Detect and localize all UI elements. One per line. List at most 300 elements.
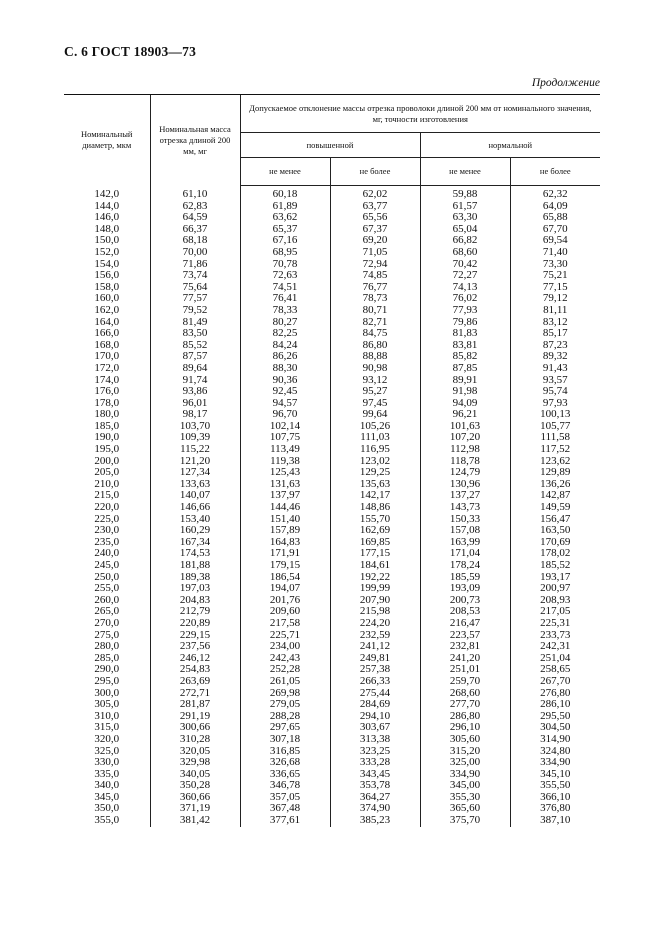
table-row <box>64 595 600 607</box>
mass-cell: 212,79 <box>150 606 240 618</box>
diameter-cell: 310,0 <box>94 709 120 722</box>
diameter-cell: 255,0 <box>94 582 120 595</box>
increased-min-cell: 102,14 <box>240 421 330 433</box>
increased-min-cell: 65,37 <box>240 224 330 236</box>
increased-min-cell: 234,00 <box>240 641 330 653</box>
diameter-cell: 162,0 <box>94 303 120 316</box>
increased-max-cell: 72,94 <box>330 259 420 271</box>
increased-max-cell: 80,71 <box>330 305 420 317</box>
normal-max-cell: 217,05 <box>510 606 600 618</box>
increased-min-cell: 279,05 <box>240 699 330 711</box>
normal-max-cell: 345,10 <box>510 769 600 781</box>
diameter-cell: 210,0 <box>94 477 120 490</box>
increased-min-cell: 67,16 <box>240 235 330 247</box>
normal-max-cell: 193,17 <box>510 572 600 584</box>
normal-min-cell: 216,47 <box>420 618 510 630</box>
increased-max-cell: 313,38 <box>330 734 420 746</box>
increased-max-cell: 76,77 <box>330 282 420 294</box>
normal-min-cell: 87,85 <box>420 363 510 375</box>
increased-min-cell: 357,05 <box>240 792 330 804</box>
increased-max-cell: 343,45 <box>330 769 420 781</box>
increased-min-cell: 94,57 <box>240 398 330 410</box>
table-row <box>64 769 600 781</box>
normal-min-cell: 107,20 <box>420 432 510 444</box>
increased-min-cell: 119,38 <box>240 456 330 468</box>
normal-max-cell: 67,70 <box>510 224 600 236</box>
diameter-cell: 166,0 <box>94 327 120 340</box>
increased-min-cell: 84,24 <box>240 340 330 352</box>
normal-max-cell: 89,32 <box>510 351 600 363</box>
normal-max-cell: 79,12 <box>510 293 600 305</box>
increased-max-cell: 93,12 <box>330 375 420 387</box>
diameter-cell: 350,0 <box>94 802 120 815</box>
increased-max-cell: 266,33 <box>330 676 420 688</box>
normal-min-cell: 70,42 <box>420 259 510 271</box>
normal-max-cell: 295,50 <box>510 711 600 723</box>
header-increased-max: не более <box>330 158 420 186</box>
normal-max-cell: 97,93 <box>510 398 600 410</box>
table-row <box>64 467 600 479</box>
table-row <box>64 815 600 827</box>
diameter-cell: 240,0 <box>94 547 120 560</box>
increased-min-cell: 107,75 <box>240 432 330 444</box>
increased-min-cell: 70,78 <box>240 259 330 271</box>
increased-max-cell: 116,95 <box>330 444 420 456</box>
diameter-cell: 270,0 <box>94 616 120 629</box>
mass-cell: 96,01 <box>150 398 240 410</box>
mass-cell: 127,34 <box>150 467 240 479</box>
table-row <box>64 699 600 711</box>
table-row <box>64 201 600 213</box>
increased-max-cell: 284,69 <box>330 699 420 711</box>
mass-cell: 371,19 <box>150 803 240 815</box>
increased-max-cell: 86,80 <box>330 340 420 352</box>
table-body <box>64 186 600 827</box>
increased-min-cell: 217,58 <box>240 618 330 630</box>
mass-cell: 350,28 <box>150 780 240 792</box>
increased-min-cell: 326,68 <box>240 757 330 769</box>
table-row <box>64 317 600 329</box>
table-row <box>64 282 600 294</box>
normal-min-cell: 251,01 <box>420 664 510 676</box>
normal-min-cell: 77,93 <box>420 305 510 317</box>
increased-max-cell: 71,05 <box>330 247 420 259</box>
mass-cell: 89,64 <box>150 363 240 375</box>
normal-max-cell: 71,40 <box>510 247 600 259</box>
mass-cell: 381,42 <box>150 815 240 827</box>
increased-max-cell: 67,37 <box>330 224 420 236</box>
diameter-cell: 168,0 <box>94 338 120 351</box>
mass-cell: 300,66 <box>150 722 240 734</box>
normal-max-cell: 225,31 <box>510 618 600 630</box>
mass-cell: 61,10 <box>150 186 240 201</box>
increased-max-cell: 184,61 <box>330 560 420 572</box>
table-row <box>64 351 600 363</box>
increased-min-cell: 80,27 <box>240 317 330 329</box>
increased-max-cell: 294,10 <box>330 711 420 723</box>
table-row <box>64 630 600 642</box>
normal-min-cell: 200,73 <box>420 595 510 607</box>
increased-max-cell: 148,86 <box>330 502 420 514</box>
increased-max-cell: 129,25 <box>330 467 420 479</box>
normal-max-cell: 314,90 <box>510 734 600 746</box>
normal-max-cell: 304,50 <box>510 722 600 734</box>
diameter-cell: 150,0 <box>94 234 120 247</box>
increased-max-cell: 224,20 <box>330 618 420 630</box>
normal-max-cell: 142,87 <box>510 490 600 502</box>
normal-max-cell: 65,88 <box>510 212 600 224</box>
normal-min-cell: 89,91 <box>420 375 510 387</box>
diameter-cell: 144,0 <box>94 199 120 212</box>
increased-min-cell: 68,95 <box>240 247 330 259</box>
mass-cell: 272,71 <box>150 688 240 700</box>
normal-min-cell: 76,02 <box>420 293 510 305</box>
table-row <box>64 572 600 584</box>
normal-max-cell: 136,26 <box>510 479 600 491</box>
normal-min-cell: 150,33 <box>420 514 510 526</box>
mass-cell: 70,00 <box>150 247 240 259</box>
normal-max-cell: 276,80 <box>510 688 600 700</box>
increased-min-cell: 164,83 <box>240 537 330 549</box>
normal-min-cell: 124,79 <box>420 467 510 479</box>
table-row <box>64 186 600 201</box>
increased-max-cell: 97,45 <box>330 398 420 410</box>
increased-min-cell: 82,25 <box>240 328 330 340</box>
table-row <box>64 502 600 514</box>
table-row <box>64 212 600 224</box>
increased-max-cell: 65,56 <box>330 212 420 224</box>
increased-max-cell: 333,28 <box>330 757 420 769</box>
diameter-cell: 285,0 <box>94 651 120 664</box>
normal-max-cell: 117,52 <box>510 444 600 456</box>
increased-max-cell: 99,64 <box>330 409 420 421</box>
table-row <box>64 583 600 595</box>
increased-max-cell: 105,26 <box>330 421 420 433</box>
increased-max-cell: 215,98 <box>330 606 420 618</box>
normal-min-cell: 315,20 <box>420 746 510 758</box>
normal-min-cell: 277,70 <box>420 699 510 711</box>
normal-max-cell: 355,50 <box>510 780 600 792</box>
increased-max-cell: 364,27 <box>330 792 420 804</box>
table-row <box>64 398 600 410</box>
increased-max-cell: 74,85 <box>330 270 420 282</box>
increased-min-cell: 194,07 <box>240 583 330 595</box>
increased-max-cell: 111,03 <box>330 432 420 444</box>
increased-min-cell: 336,65 <box>240 769 330 781</box>
normal-min-cell: 334,90 <box>420 769 510 781</box>
table-row <box>64 386 600 398</box>
normal-max-cell: 366,10 <box>510 792 600 804</box>
increased-max-cell: 95,27 <box>330 386 420 398</box>
mass-cell: 204,83 <box>150 595 240 607</box>
normal-max-cell: 170,69 <box>510 537 600 549</box>
normal-min-cell: 96,21 <box>420 409 510 421</box>
header-normal-min: не менее <box>420 158 510 186</box>
normal-max-cell: 129,89 <box>510 467 600 479</box>
normal-max-cell: 62,32 <box>510 186 600 201</box>
increased-max-cell: 177,15 <box>330 548 420 560</box>
mass-cell: 281,87 <box>150 699 240 711</box>
increased-min-cell: 88,30 <box>240 363 330 375</box>
increased-min-cell: 151,40 <box>240 514 330 526</box>
diameter-cell: 265,0 <box>94 605 120 618</box>
increased-max-cell: 142,17 <box>330 490 420 502</box>
normal-min-cell: 143,73 <box>420 502 510 514</box>
increased-min-cell: 86,26 <box>240 351 330 363</box>
table-row <box>64 456 600 468</box>
diameter-cell: 260,0 <box>94 593 120 606</box>
normal-max-cell: 258,65 <box>510 664 600 676</box>
mass-cell: 133,63 <box>150 479 240 491</box>
increased-min-cell: 137,97 <box>240 490 330 502</box>
table-row <box>64 444 600 456</box>
increased-max-cell: 135,63 <box>330 479 420 491</box>
normal-max-cell: 387,10 <box>510 815 600 827</box>
increased-max-cell: 63,77 <box>330 201 420 213</box>
table-row <box>64 328 600 340</box>
increased-min-cell: 288,28 <box>240 711 330 723</box>
normal-min-cell: 157,08 <box>420 525 510 537</box>
increased-max-cell: 385,23 <box>330 815 420 827</box>
normal-min-cell: 171,04 <box>420 548 510 560</box>
mass-cell: 153,40 <box>150 514 240 526</box>
diameter-cell: 280,0 <box>94 640 120 653</box>
normal-max-cell: 208,93 <box>510 595 600 607</box>
continuation-label: Продолжение <box>531 77 600 89</box>
mass-cell: 81,49 <box>150 317 240 329</box>
normal-max-cell: 242,31 <box>510 641 600 653</box>
increased-max-cell: 275,44 <box>330 688 420 700</box>
normal-min-cell: 268,60 <box>420 688 510 700</box>
normal-min-cell: 63,30 <box>420 212 510 224</box>
table-row <box>64 711 600 723</box>
diameter-cell: 355,0 <box>94 814 120 827</box>
increased-min-cell: 125,43 <box>240 467 330 479</box>
diameter-cell: 220,0 <box>94 501 120 514</box>
increased-max-cell: 162,69 <box>330 525 420 537</box>
mass-cell: 68,18 <box>150 235 240 247</box>
mass-cell: 189,38 <box>150 572 240 584</box>
normal-max-cell: 233,73 <box>510 630 600 642</box>
normal-min-cell: 59,88 <box>420 186 510 201</box>
normal-min-cell: 375,70 <box>420 815 510 827</box>
normal-max-cell: 73,30 <box>510 259 600 271</box>
mass-cell: 291,19 <box>150 711 240 723</box>
normal-min-cell: 72,27 <box>420 270 510 282</box>
diameter-cell: 215,0 <box>94 489 120 502</box>
mass-cell: 64,59 <box>150 212 240 224</box>
mass-cell: 91,74 <box>150 375 240 387</box>
diameter-cell: 178,0 <box>94 396 120 409</box>
normal-min-cell: 305,60 <box>420 734 510 746</box>
increased-max-cell: 84,75 <box>330 328 420 340</box>
normal-max-cell: 149,59 <box>510 502 600 514</box>
normal-min-cell: 163,99 <box>420 537 510 549</box>
table-row <box>64 688 600 700</box>
table-row <box>64 618 600 630</box>
diameter-cell: 195,0 <box>94 443 120 456</box>
normal-max-cell: 105,77 <box>510 421 600 433</box>
increased-min-cell: 225,71 <box>240 630 330 642</box>
normal-max-cell: 286,10 <box>510 699 600 711</box>
diameter-cell: 300,0 <box>94 686 120 699</box>
increased-min-cell: 96,70 <box>240 409 330 421</box>
mass-cell: 79,52 <box>150 305 240 317</box>
increased-min-cell: 316,85 <box>240 746 330 758</box>
mass-cell: 98,17 <box>150 409 240 421</box>
diameter-cell: 158,0 <box>94 280 120 293</box>
mass-cell: 360,66 <box>150 792 240 804</box>
mass-cell: 174,53 <box>150 548 240 560</box>
diameter-cell: 295,0 <box>94 674 120 687</box>
increased-min-cell: 60,18 <box>240 186 330 201</box>
mass-cell: 121,20 <box>150 456 240 468</box>
normal-min-cell: 185,59 <box>420 572 510 584</box>
diameter-cell: 172,0 <box>94 361 120 374</box>
diameter-cell: 200,0 <box>94 454 120 467</box>
header-nominal-mass: Номинальная масса отрезка длиной 200 мм, мг <box>150 95 240 186</box>
table-row <box>64 803 600 815</box>
diameter-cell: 235,0 <box>94 535 120 548</box>
increased-min-cell: 242,43 <box>240 653 330 665</box>
increased-max-cell: 169,85 <box>330 537 420 549</box>
mass-cell: 77,57 <box>150 293 240 305</box>
diameter-cell: 156,0 <box>94 269 120 282</box>
mass-cell: 66,37 <box>150 224 240 236</box>
mass-cell: 160,29 <box>150 525 240 537</box>
increased-max-cell: 353,78 <box>330 780 420 792</box>
diameter-cell: 154,0 <box>94 257 120 270</box>
increased-min-cell: 144,46 <box>240 502 330 514</box>
normal-min-cell: 223,57 <box>420 630 510 642</box>
normal-max-cell: 251,04 <box>510 653 600 665</box>
increased-min-cell: 90,36 <box>240 375 330 387</box>
mass-cell: 115,22 <box>150 444 240 456</box>
normal-max-cell: 81,11 <box>510 305 600 317</box>
mass-cell: 229,15 <box>150 630 240 642</box>
mass-cell: 329,98 <box>150 757 240 769</box>
table-row <box>64 606 600 618</box>
normal-max-cell: 69,54 <box>510 235 600 247</box>
header-diameter: Номинальный диаметр, мкм <box>64 95 150 186</box>
increased-max-cell: 155,70 <box>330 514 420 526</box>
normal-min-cell: 232,81 <box>420 641 510 653</box>
increased-min-cell: 307,18 <box>240 734 330 746</box>
table-row <box>64 490 600 502</box>
normal-min-cell: 345,00 <box>420 780 510 792</box>
normal-max-cell: 83,12 <box>510 317 600 329</box>
increased-max-cell: 69,20 <box>330 235 420 247</box>
increased-max-cell: 78,73 <box>330 293 420 305</box>
header-increased-min: не менее <box>240 158 330 186</box>
diameter-cell: 185,0 <box>94 419 120 432</box>
normal-min-cell: 66,82 <box>420 235 510 247</box>
diameter-cell: 180,0 <box>94 408 120 421</box>
normal-min-cell: 101,63 <box>420 421 510 433</box>
increased-min-cell: 171,91 <box>240 548 330 560</box>
increased-max-cell: 323,25 <box>330 746 420 758</box>
increased-min-cell: 346,78 <box>240 780 330 792</box>
diameter-cell: 230,0 <box>94 524 120 537</box>
normal-max-cell: 156,47 <box>510 514 600 526</box>
normal-max-cell: 123,62 <box>510 456 600 468</box>
table-row <box>64 548 600 560</box>
increased-min-cell: 261,05 <box>240 676 330 688</box>
table-row <box>64 235 600 247</box>
table-row <box>64 259 600 271</box>
normal-max-cell: 376,80 <box>510 803 600 815</box>
increased-max-cell: 241,12 <box>330 641 420 653</box>
increased-min-cell: 209,60 <box>240 606 330 618</box>
normal-max-cell: 185,52 <box>510 560 600 572</box>
normal-min-cell: 208,53 <box>420 606 510 618</box>
normal-min-cell: 355,30 <box>420 792 510 804</box>
increased-max-cell: 232,59 <box>330 630 420 642</box>
mass-cell: 140,07 <box>150 490 240 502</box>
diameter-cell: 305,0 <box>94 698 120 711</box>
mass-cell: 85,52 <box>150 340 240 352</box>
table-row <box>64 560 600 572</box>
increased-max-cell: 82,71 <box>330 317 420 329</box>
table-row <box>64 514 600 526</box>
increased-min-cell: 377,61 <box>240 815 330 827</box>
increased-min-cell: 297,65 <box>240 722 330 734</box>
increased-max-cell: 123,02 <box>330 456 420 468</box>
normal-min-cell: 74,13 <box>420 282 510 294</box>
mass-cell: 181,88 <box>150 560 240 572</box>
table-row <box>64 746 600 758</box>
normal-max-cell: 100,13 <box>510 409 600 421</box>
table-row <box>64 676 600 688</box>
table-row <box>64 363 600 375</box>
diameter-cell: 190,0 <box>94 431 120 444</box>
increased-max-cell: 192,22 <box>330 572 420 584</box>
table-row <box>64 270 600 282</box>
normal-min-cell: 137,27 <box>420 490 510 502</box>
normal-max-cell: 87,23 <box>510 340 600 352</box>
normal-min-cell: 61,57 <box>420 201 510 213</box>
header-increased-accuracy: повышенной <box>240 133 420 158</box>
table-row <box>64 293 600 305</box>
diameter-cell: 325,0 <box>94 744 120 757</box>
mass-cell: 197,03 <box>150 583 240 595</box>
normal-min-cell: 365,60 <box>420 803 510 815</box>
normal-max-cell: 334,90 <box>510 757 600 769</box>
table-row <box>64 421 600 433</box>
increased-min-cell: 131,63 <box>240 479 330 491</box>
diameter-cell: 315,0 <box>94 721 120 734</box>
page-header: С. 6 ГОСТ 18903—73 <box>64 44 197 59</box>
table-row <box>64 305 600 317</box>
table-row <box>64 641 600 653</box>
increased-min-cell: 63,62 <box>240 212 330 224</box>
table-row <box>64 734 600 746</box>
increased-min-cell: 157,89 <box>240 525 330 537</box>
normal-max-cell: 178,02 <box>510 548 600 560</box>
table-row <box>64 722 600 734</box>
normal-max-cell: 111,58 <box>510 432 600 444</box>
mass-cell: 220,89 <box>150 618 240 630</box>
header-normal-max: не более <box>510 158 600 186</box>
header-deviation: Допускаемое отклонение массы отрезка проволоки длиной 200 мм от номинального значения, мг, точности изготовления <box>240 95 600 133</box>
table-row <box>64 780 600 792</box>
increased-max-cell: 199,99 <box>330 583 420 595</box>
diameter-cell: 152,0 <box>94 245 120 258</box>
diameter-cell: 146,0 <box>94 211 120 224</box>
increased-max-cell: 249,81 <box>330 653 420 665</box>
normal-min-cell: 65,04 <box>420 224 510 236</box>
table-row <box>64 537 600 549</box>
